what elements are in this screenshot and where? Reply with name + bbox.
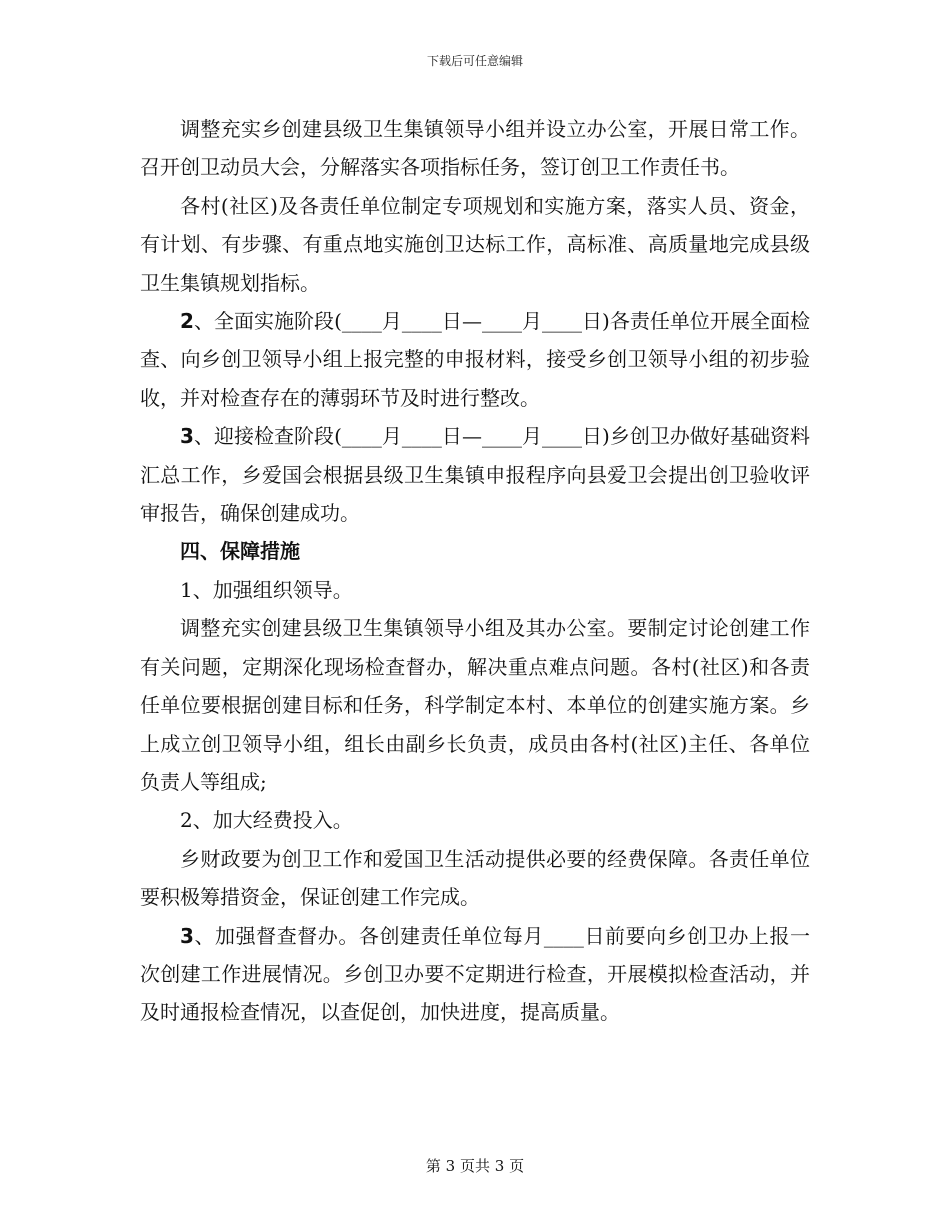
paragraph-text: 、全面实施阶段(____月____日—____月____日)各责任单位开展全面检查、向乡创卫领导小组上报完整的申报材料，接受乡创卫领导小组的初步验收，并对检查存在的薄弱环节及时进行整改。 [140,309,810,410]
paragraph-text: 、加强督查督办。各创建责任单位每月____日前要向乡创卫办上报一次创建工作进展情况。乡创卫办要不定期进行检查，开展模拟检查活动，并及时通报检查情况，以查促创，加快进度，提高质量。 [140,923,810,1025]
numbered-paragraph [140,917,810,1032]
paragraph: 乡财政要为创卫工作和爱国卫生活动提供必要的经费保障。各责任单位要积极筹措资金，保证创建工作完成。 [140,846,810,910]
numbered-paragraph [140,302,810,417]
paragraph: 调整充实创建县级卫生集镇领导小组及其办公室。要制定讨论创建工作有关问题，定期深化现场检查督办，解决重点难点问题。各村(社区)和各责任单位要根据创建目标和任务，科学制定本村、本单位的创建实施方案。乡上成立创卫领导小组，组长由副乡长负责，成员由各村(社区)主任、各单位负责人等组成; [140,616,810,794]
subheading: 1、加强组织领导。 [180,577,353,602]
numbered-paragraph [140,417,810,532]
paragraph: 各村(社区)及各责任单位制定专项规划和实施方案，落实人员、资金，有计划、有步骤、有重点地实施创卫达标工作，高标准、高质量地完成县级卫生集镇规划指标。 [140,193,810,295]
paragraph-number: 3 [180,424,194,449]
document-body [140,110,810,1032]
paragraph: 调整充实乡创建县级卫生集镇领导小组并设立办公室，开展日常工作。召开创卫动员大会，分解落实各项指标任务，签订创卫工作责任书。 [140,117,810,180]
paragraph-text: 、迎接检查阶段(____月____日—____月____日)乡创卫办做好基础资料汇总工作，乡爱国会根据县级卫生集镇申报程序向县爱卫会提出创卫验收评审报告，确保创建成功。 [140,424,810,526]
section-heading: 四、保障措施 [180,539,300,564]
page-footer: 第 3 页共 3 页 [425,1157,525,1175]
page-header: 下载后可任意编辑 [426,54,523,68]
subheading: 2、加大经费投入。 [180,808,353,833]
paragraph-number: 2 [180,309,194,334]
paragraph-number: 3 [180,923,194,948]
